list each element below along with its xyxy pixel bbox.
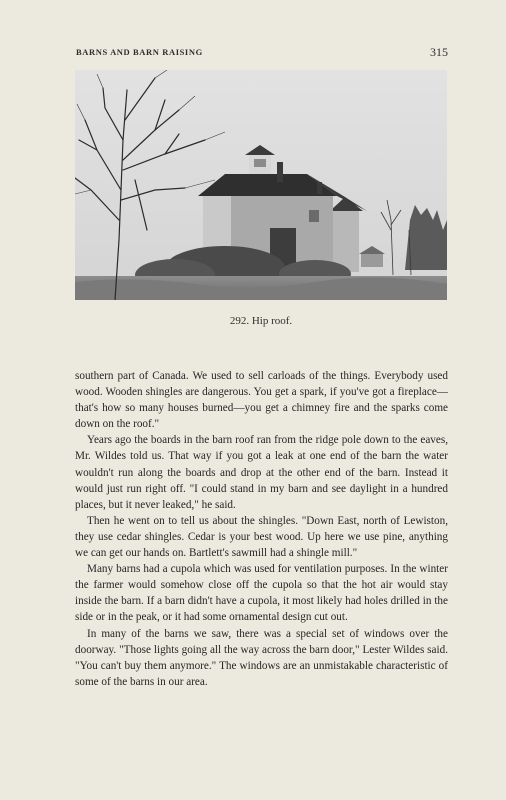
paragraph: Years ago the boards in the barn roof ran from the ridge pole down to the eaves, Mr. Wildes told us. That way if you got a leak at one end of the barn the water wouldn't run along the boards and drop at the other end of the barn. Instead it would just run right off. "I could stand in my barn and see daylight in a hundred places, but it never leaked," he said. [75,434,448,511]
paragraph: Then he went on to tell us about the shingles. "Down East, north of Lewiston, they use cedar shingles. Cedar is your best wood. Up here we use pine, anything we can get our hands on. Bartlett's sawmill had a shingle mill." [75,514,448,560]
paragraph: southern part of Canada. We used to sell carloads of the things. Everybody used wood. Wooden shingles are dangerous. You get a spark, if you've got a fireplace—that's how so many houses burned—you get a chimney fire and the sparks come down on the roof." [75,370,448,431]
figure-caption: 292. Hip roof. [229,315,293,327]
running-title: BARNS AND BARN RAISING [76,47,203,57]
page-number: 315 [430,45,448,59]
paragraph: Many barns had a cupola which was used for ventilation purposes. In the winter the farmer would somehow close off the cupola so that the hot air would stay inside the barn. If a barn didn't have a cupola, it most likely had holes drilled in the side or in the peak, or it had some ornamental design cut out. [75,563,448,624]
running-head [76,45,448,61]
body-text [75,368,448,690]
barn-photograph [75,70,447,300]
paragraph: In many of the barns we saw, there was a special set of windows over the doorway. "Those lights going all the way across the barn door," Lester Wildes said. "You can't buy them anymore." The windows are an unmistakable characteristic of some of the barns in our area. [75,627,448,688]
